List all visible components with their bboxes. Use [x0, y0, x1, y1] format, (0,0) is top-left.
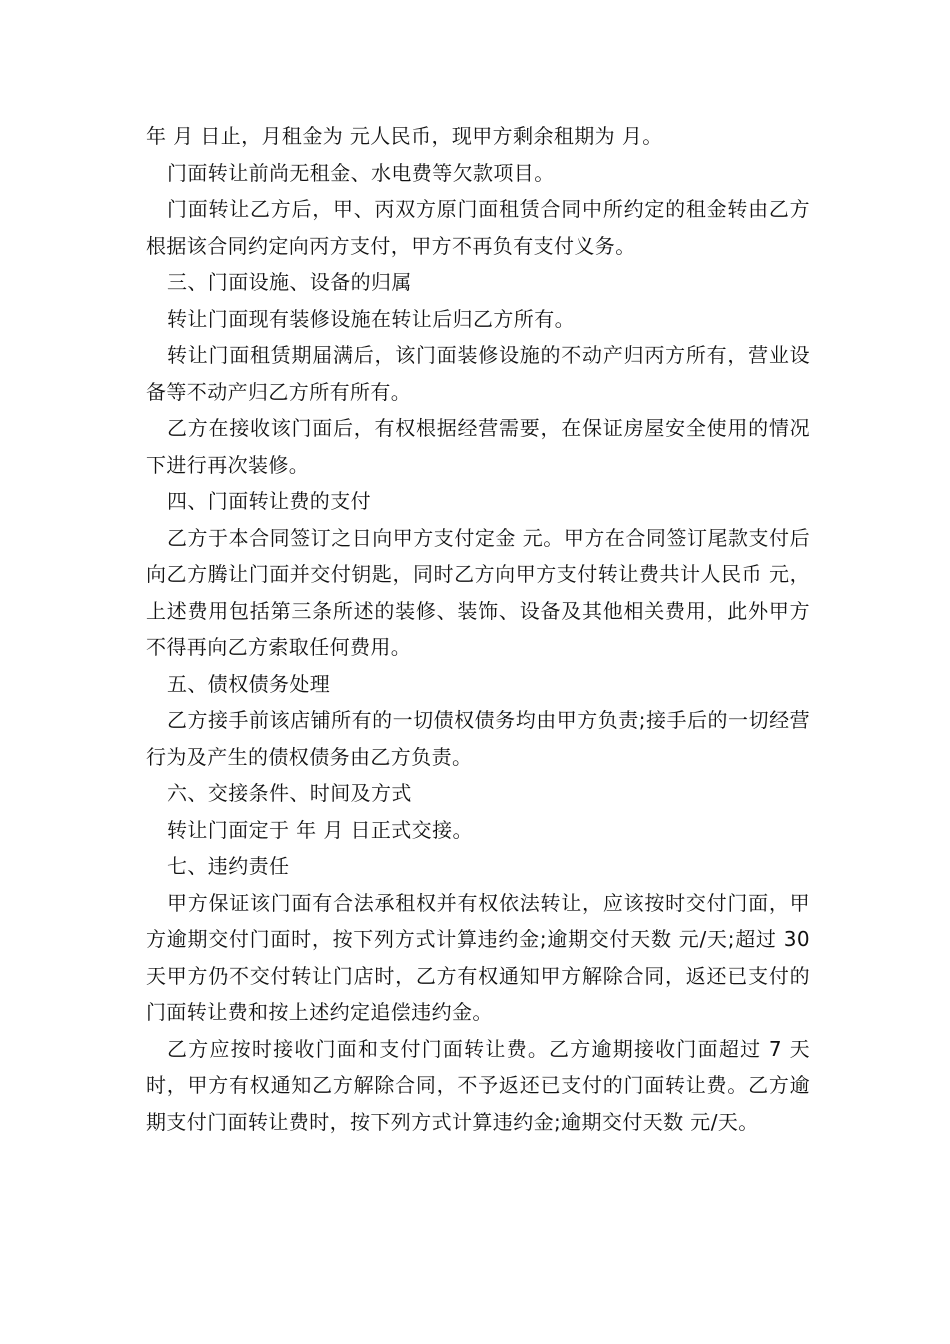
paragraph-rent-term: 年 月 日止，月租金为 元人民币，现甲方剩余租期为 月。 [146, 124, 663, 148]
paragraph-no-arrears: 门面转让前尚无租金、水电费等欠款项目。 [167, 160, 555, 185]
paragraph-party-b-liability: 乙方应按时接收门面和支付门面转让费。乙方逾期接收门面超过 7 天时，甲方有权通知乙方解除合同，不予返还已支付的门面转让费。乙方逾期支付门面转让费时，按下列方式计算违约金;逾期交付天数 元/天。 [146, 1036, 810, 1134]
paragraph-handover-date: 转让门面定于 年 月 日正式交接。 [167, 817, 473, 842]
section-heading-debts: 五、债权债务处理 [167, 671, 331, 696]
document-body [146, 118, 810, 1140]
section-heading-payment: 四、门面转让费的支付 [167, 489, 371, 513]
paragraph-party-a-liability: 甲方保证该门面有合法承租权并有权依法转让，应该按时交付门面，甲方逾期交付门面时，按下列方式计算违约金;逾期交付天数 元/天;超过 30 天甲方仍不交付转让门店时，乙方有权通知甲方解除合同，返还已支付的门面转让费和按上述约定追偿违约金。 [146, 890, 810, 1024]
section-heading-facilities: 三、门面设施、设备的归属 [167, 270, 412, 294]
paragraph-deposit-and-fee: 乙方于本合同签订之日向甲方支付定金 元。甲方在合同签订尾款支付后向乙方腾让门面并交付钥匙，同时乙方向甲方支付转让费共计人民币 元，上述费用包括第三条所述的装修、装饰、设备及其他相关费用，此外甲方不得再向乙方索取任何费用。 [146, 525, 810, 659]
section-heading-handover: 六、交接条件、时间及方式 [167, 781, 412, 805]
paragraph-decoration-ownership: 转让门面现有装修设施在转让后归乙方所有。 [167, 306, 575, 331]
paragraph-debt-responsibility: 乙方接手前该店铺所有的一切债权债务均由甲方负责;接手后的一切经营行为及产生的债权债务由乙方负责。 [146, 708, 810, 769]
paragraph-lease-expiry-ownership: 转让门面租赁期届满后，该门面装修设施的不动产归丙方所有，营业设备等不动产归乙方所有所有。 [146, 343, 810, 404]
paragraph-rent-payment-transfer: 门面转让乙方后，甲、丙双方原门面租赁合同中所约定的租金转由乙方根据该合同约定向丙方支付，甲方不再负有支付义务。 [146, 197, 810, 258]
section-heading-liability: 七、违约责任 [167, 854, 290, 878]
paragraph-redecoration-right: 乙方在接收该门面后，有权根据经营需要，在保证房屋安全使用的情况下进行再次装修。 [146, 416, 810, 477]
